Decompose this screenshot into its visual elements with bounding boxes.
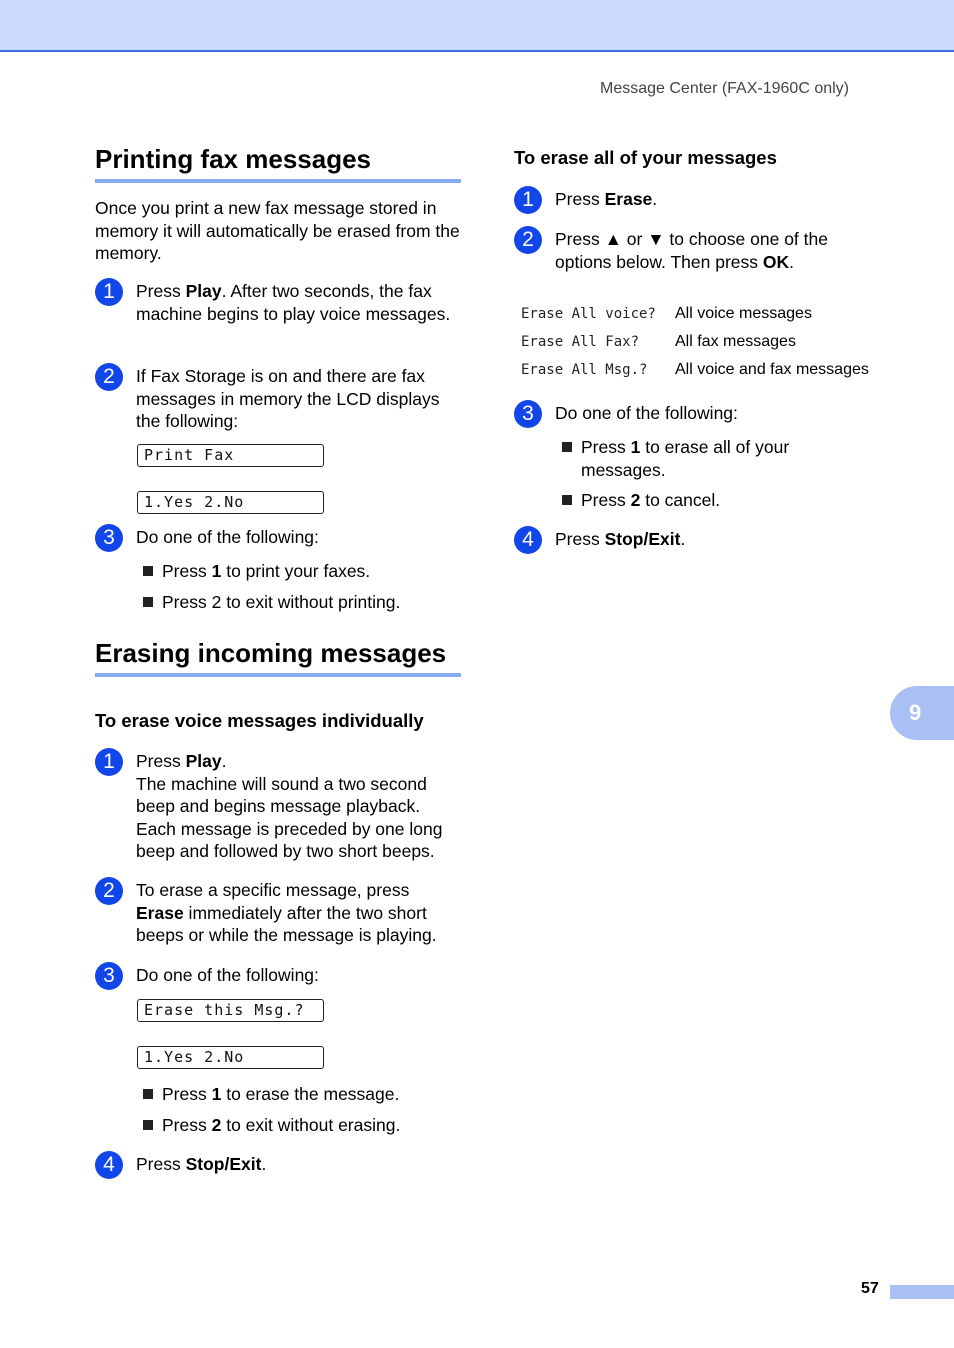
option-code: Erase All Fax?	[521, 334, 640, 350]
step-text: If Fax Storage is on and there are fax messages in memory the LCD displays the following:	[136, 366, 440, 431]
lcd-display: 1.Yes 2.No	[137, 1046, 324, 1069]
step-number-icon: 3	[95, 962, 123, 990]
step-number-icon: 2	[514, 226, 542, 254]
subsection-title: To erase all of your messages	[514, 147, 777, 168]
step-number-icon: 2	[95, 363, 123, 391]
top-color-band	[0, 0, 954, 52]
lcd-display: 1.Yes 2.No	[137, 491, 324, 514]
step-text: Press Play. The machine will sound a two second beep and begins message playback. Each message is preceded by one long beep and followed by two short beeps.	[136, 751, 443, 861]
option-code: Erase All voice?	[521, 306, 656, 322]
step-number-icon: 3	[95, 524, 123, 552]
step-number-icon: 2	[95, 877, 123, 905]
option-desc: All voice and fax messages	[675, 361, 869, 378]
bullet-square-icon	[562, 495, 572, 505]
step-text: Press Stop/Exit.	[136, 1154, 267, 1174]
step-text: Press ▲ or ▼ to choose one of the options below. Then press OK.	[555, 229, 828, 272]
step-number-icon: 1	[95, 748, 123, 776]
page-number-bar	[890, 1285, 954, 1299]
step-text: Press Play. After two seconds, the fax machine begins to play voice messages.	[136, 281, 451, 324]
option-desc: All fax messages	[675, 333, 796, 350]
bullet-square-icon	[143, 597, 153, 607]
chapter-tab: 9	[890, 686, 954, 740]
intro-paragraph: Once you print a new fax message stored in memory it will automatically be erased from the memory.	[95, 198, 460, 263]
lcd-display: Print Fax	[137, 444, 324, 467]
section-title-printing: Printing fax messages	[95, 144, 371, 174]
step-number-icon: 1	[95, 278, 123, 306]
step-text: Do one of the following:	[136, 965, 319, 985]
step-number-icon: 4	[514, 526, 542, 554]
lcd-display: Erase this Msg.?	[137, 999, 324, 1022]
section-rule	[95, 673, 461, 677]
step-number-icon: 4	[95, 1151, 123, 1179]
section-title-erasing: Erasing incoming messages	[95, 638, 447, 668]
bullet-square-icon	[143, 1089, 153, 1099]
subsection-title: To erase voice messages individually	[95, 710, 424, 731]
option-desc: All voice messages	[675, 305, 812, 322]
step-text: To erase a specific message, press Erase immediately after the two short beeps or while the message is playing.	[136, 880, 437, 945]
step-text: Do one of the following:	[136, 527, 319, 547]
step-text: Press Erase.	[555, 189, 658, 209]
step-text: Press Stop/Exit.	[555, 529, 686, 549]
bullet-square-icon	[143, 566, 153, 576]
running-header: Message Center (FAX-1960C only)	[600, 80, 849, 97]
step-number-icon: 3	[514, 400, 542, 428]
step-text: Do one of the following:	[555, 403, 738, 423]
bullet-square-icon	[143, 1120, 153, 1130]
section-rule	[95, 179, 461, 183]
option-code: Erase All Msg.?	[521, 362, 648, 378]
bullet-square-icon	[562, 442, 572, 452]
page-number: 57	[861, 1280, 879, 1297]
step-number-icon: 1	[514, 186, 542, 214]
